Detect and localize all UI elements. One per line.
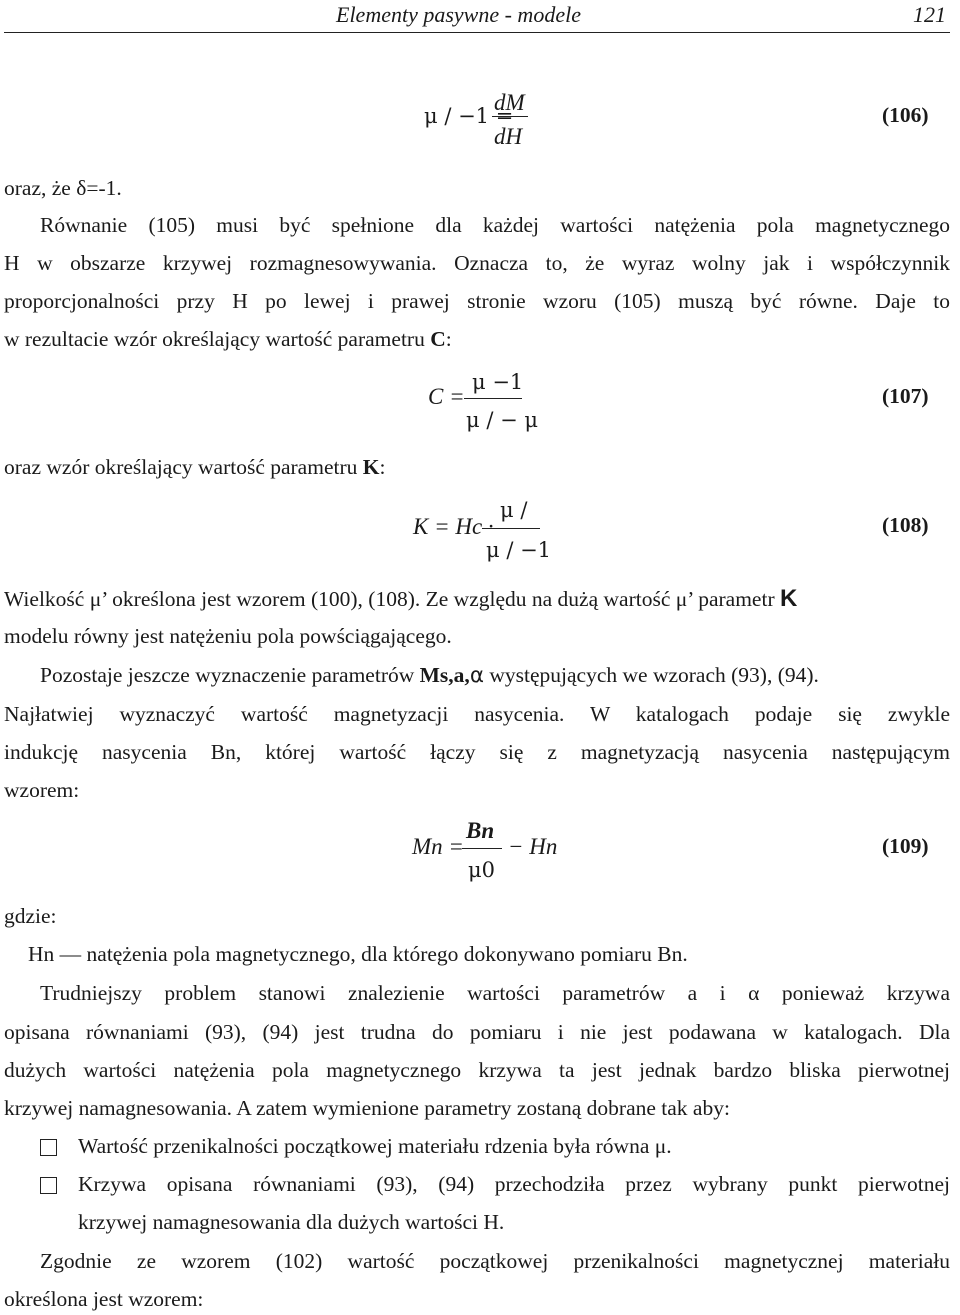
bullet-item: Krzywa opisana równaniami (93), (94) przechodziła przez wybrany punkt pierwotnej [78, 1172, 950, 1196]
eq106-numerator: dM [494, 90, 525, 115]
text-line: Hn — natężenia pola magnetycznego, dla którego dokonywano pomiaru Bn. [28, 942, 688, 966]
text-line: Trudniejszy problem stanowi znalezienie wartości parametrów a i α ponieważ krzywa [40, 981, 950, 1005]
eq107-numerator: μ −1 [472, 370, 524, 394]
eq106-number: (106) [882, 103, 929, 127]
eq107-fraction-bar [464, 398, 522, 399]
text-span: występujących we wzorach (93), (94). [484, 663, 819, 687]
eq108-fraction-bar [482, 528, 540, 529]
text-line [4, 585, 797, 613]
eq108-lhs: K = Hc · [413, 514, 494, 539]
eq107-lhs: C = [428, 384, 465, 409]
text-span: : [379, 455, 386, 479]
bullet-item-continued: krzywej namagnesowania dla dużych wartości H. [78, 1210, 505, 1234]
params-ms-a: Ms,a, [419, 663, 470, 687]
eq106-denominator: dH [494, 124, 523, 149]
text-line: Zgodnie ze wzorem (102) wartość początkowej przenikalności magnetycznej materiału [40, 1249, 950, 1273]
text-line: Najłatwiej wyznaczyć wartość magnetyzacji nasycenia. W katalogach podaje się zwykle [4, 702, 950, 726]
text-line: proporcjonalności przy H po lewej i prawej stronie wzoru (105) muszą być równe. Daje to [4, 289, 950, 313]
eq109-numerator: Bn [466, 818, 495, 843]
checkbox-bullet [40, 1139, 57, 1156]
eq109-lhs: Mn = [412, 834, 464, 859]
text-line: gdzie: [4, 904, 57, 928]
text-line [4, 327, 452, 352]
eq109-rhs: − Hn [508, 834, 558, 859]
eq109-fraction-bar [462, 848, 502, 849]
param-k: K [362, 455, 380, 479]
text-line: H w obszarze krzywej rozmagnesowywania. Oznacza to, że wyraz wolny jak i współczynnik [4, 251, 950, 275]
text-span: oraz wzór określający wartość parametru [4, 455, 363, 479]
text-span: Pozostaje jeszcze wyznaczenie parametrów [40, 663, 420, 687]
text-line: dużych wartości natężenia pola magnetycznego krzywa ta jest jednak bardzo bliska pierwotnej [4, 1058, 950, 1082]
checkbox-bullet [40, 1177, 57, 1194]
text-line: Równanie (105) musi być spełnione dla każdej wartości natężenia pola magnetycznego [40, 213, 950, 237]
text-span: : [445, 327, 452, 351]
text-line [40, 663, 819, 688]
eq106-lhs: μ / −1 = [424, 104, 514, 128]
text-line: określona jest wzorem: [4, 1287, 204, 1311]
eq108-number: (108) [882, 513, 929, 537]
eq109-denominator: μ0 [468, 858, 496, 882]
text-line [4, 455, 385, 480]
eq107-number: (107) [882, 384, 929, 408]
chapter-title: Elementy pasywne - modele [336, 2, 581, 27]
page-header [4, 0, 950, 33]
param-c: C [430, 327, 446, 351]
text-line: opisana równaniami (93), (94) jest trudna do pomiaru i nie jest podawana w katalogach. Dla [4, 1020, 950, 1044]
eq108-denominator: μ / −1 [486, 538, 552, 562]
text-line: krzywej namagnesowania. A zatem wymienione parametry zostaną dobrane tak aby: [4, 1096, 730, 1120]
alpha-symbol: α [469, 663, 484, 688]
page-number: 121 [913, 2, 946, 27]
text-span: Wielkość μ’ określona jest wzorem (100), (108). Ze względu na dużą wartość μ’ parametr [4, 587, 780, 611]
text-span: w rezultacie wzór określający wartość parametru [4, 327, 431, 351]
param-k: K [779, 585, 798, 612]
eq107-denominator: μ / − μ [466, 408, 538, 432]
text-line: wzorem: [4, 778, 80, 802]
eq109-number: (109) [882, 834, 929, 858]
text-line: oraz, że δ=-1. [4, 176, 122, 200]
eq108-numerator: μ / [500, 498, 528, 522]
eq106-fraction-bar [492, 116, 528, 117]
text-line: modelu równy jest natężeniu pola powściągającego. [4, 624, 452, 648]
text-line: indukcję nasycenia Bn, której wartość łączy się z magnetyzacją nasycenia następującym [4, 740, 950, 764]
bullet-item: Wartość przenikalności początkowej materiału rdzenia była równa μ. [78, 1134, 672, 1158]
